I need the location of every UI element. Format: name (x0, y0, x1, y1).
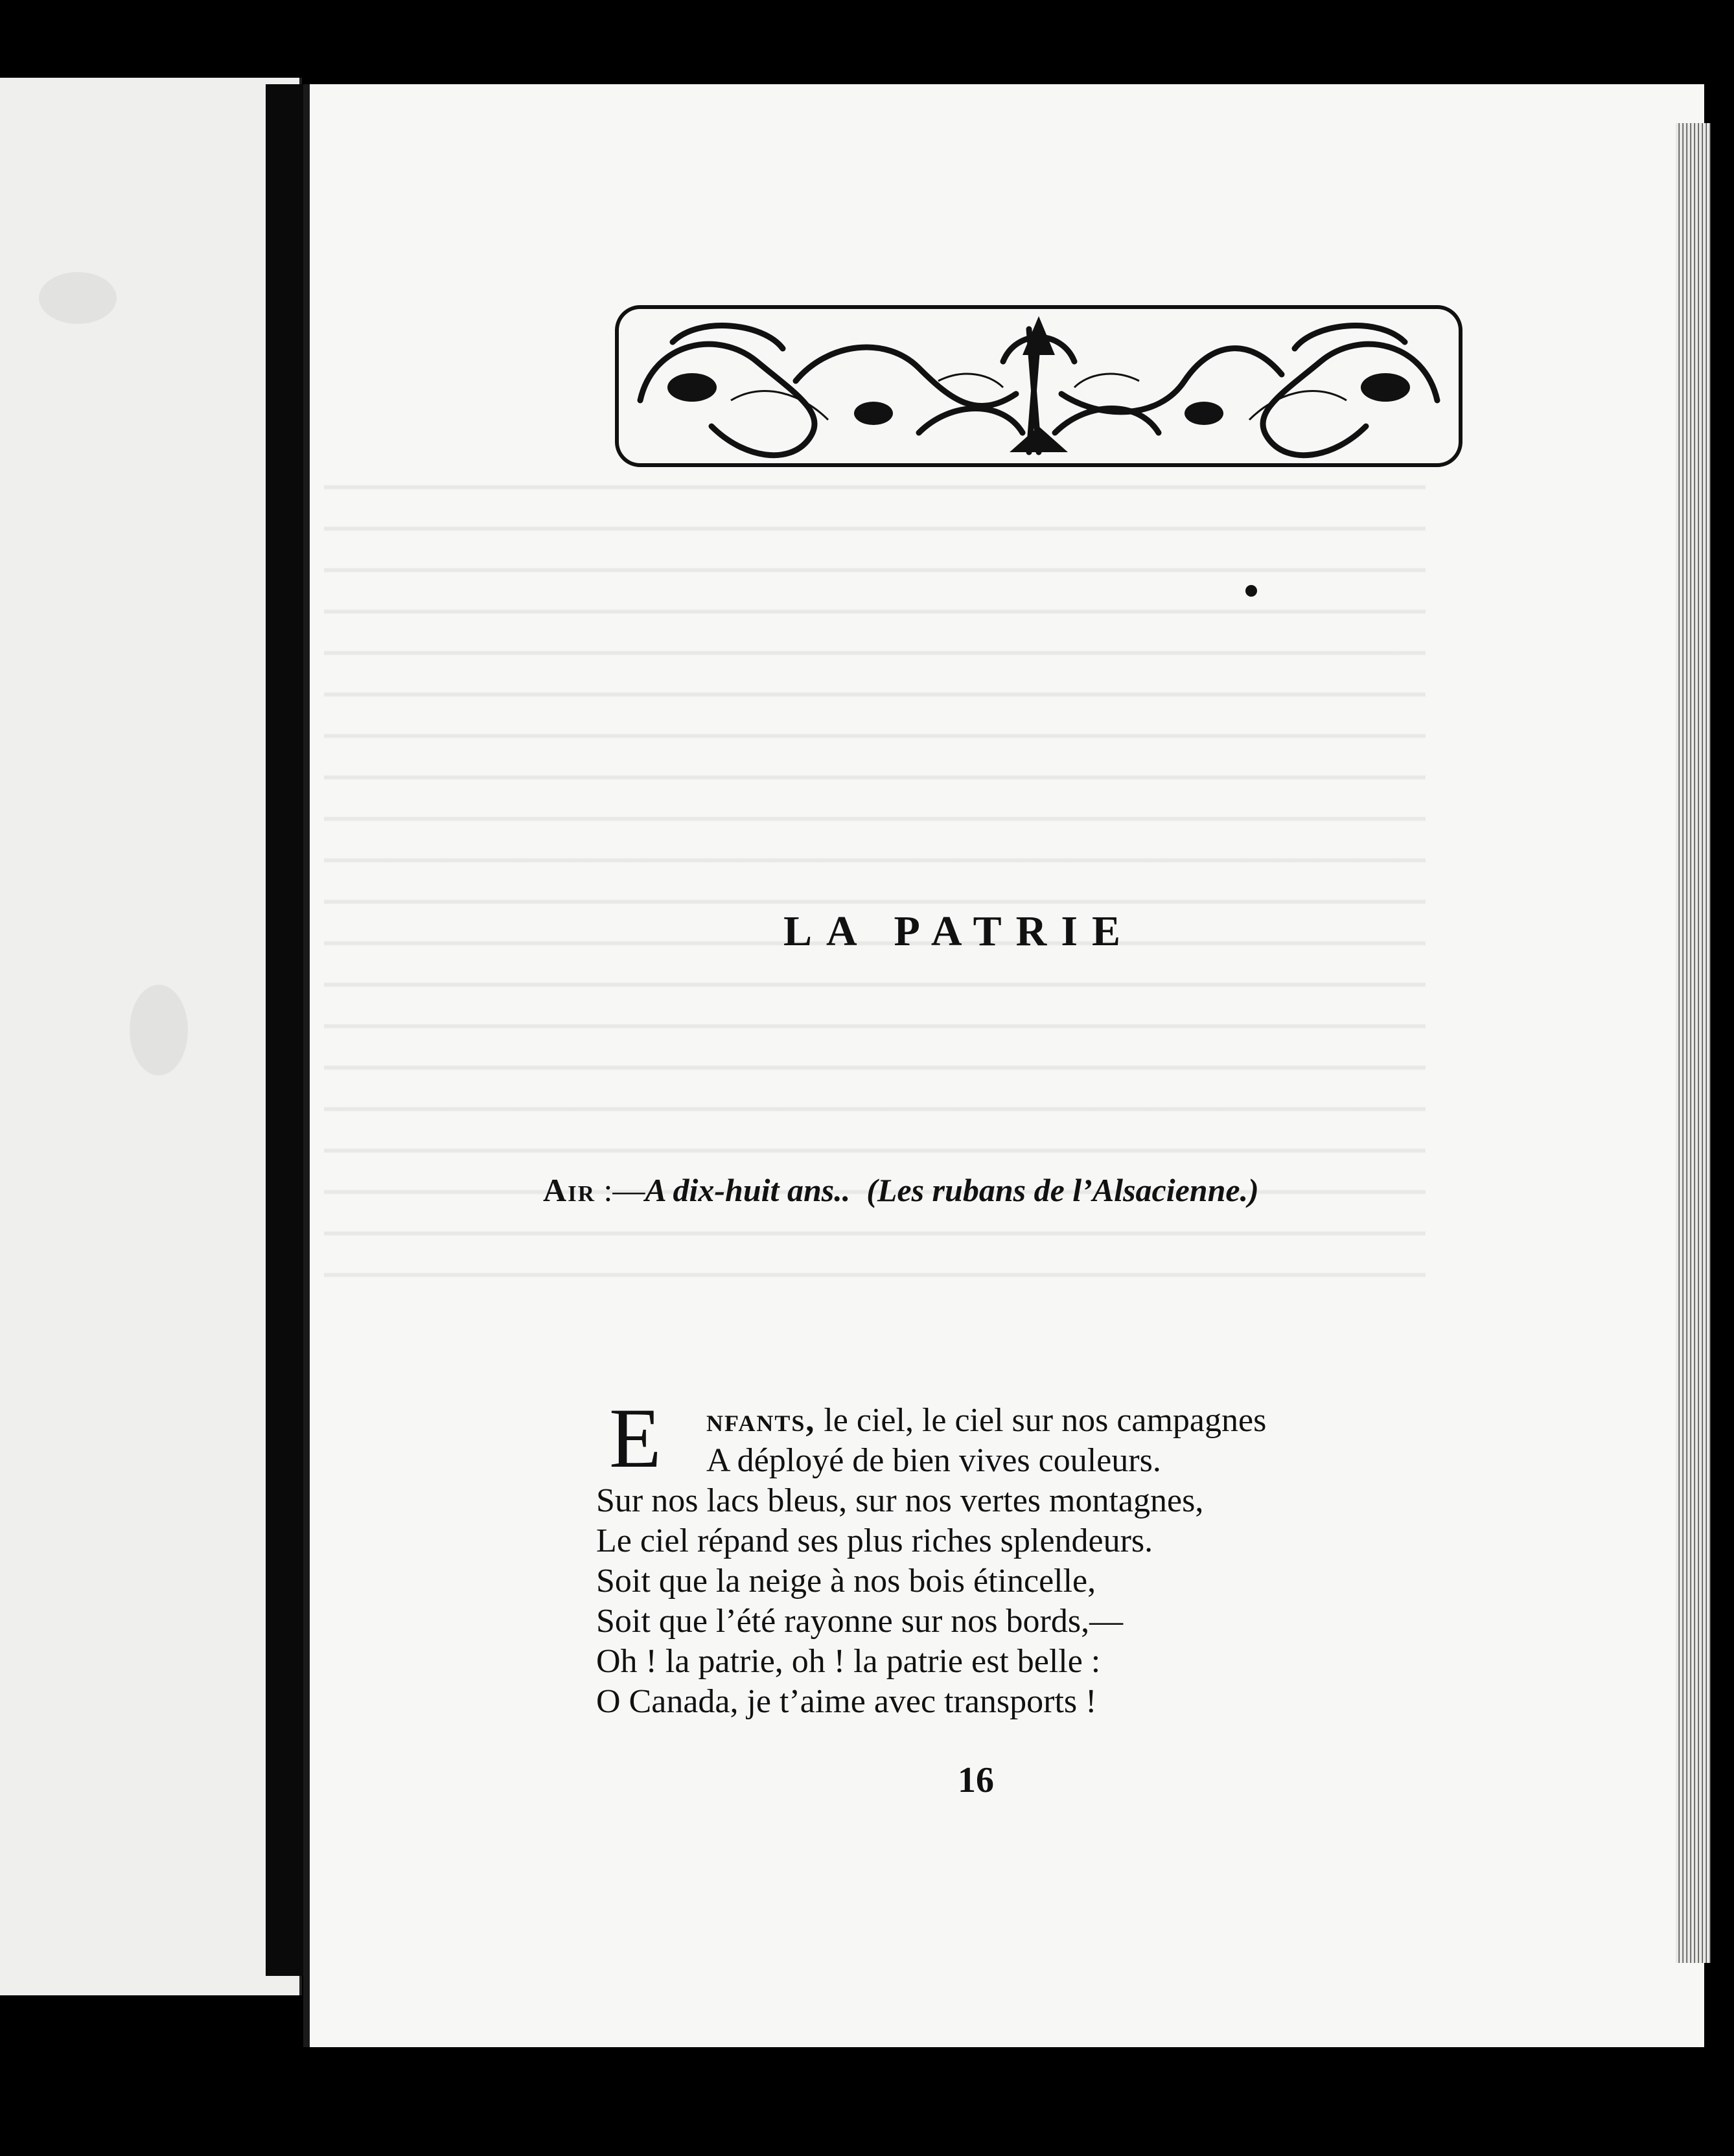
verse-line: Le ciel répand ses plus riches splendeurs. (596, 1522, 1153, 1559)
poem-stanza (596, 1390, 1439, 1722)
stray-ink-dot (1245, 585, 1257, 597)
verse-line: Soit que la neige à nos bois étincelle, (596, 1563, 1096, 1600)
left-page (0, 78, 302, 1995)
verse-line: Sur nos lacs bleus, sur nos vertes montagnes, (596, 1482, 1204, 1519)
verse-line: A déployé de bien vives couleurs. (706, 1442, 1161, 1479)
book-spine (266, 84, 303, 1976)
page-number: 16 (958, 1760, 994, 1800)
verse-line: Oh ! la patrie, oh ! la patrie est belle : (596, 1643, 1101, 1680)
tune-indication (543, 1171, 1463, 1209)
air-source: (Les rubans de l’Alsacienne.) (866, 1172, 1259, 1208)
poem-title: LA PATRIE (783, 908, 1135, 955)
show-through-text (324, 453, 1426, 1296)
first-word: nfants, (706, 1402, 816, 1439)
first-line-rest: le ciel, le ciel sur nos campagnes (815, 1402, 1267, 1439)
air-separator: :— (595, 1172, 645, 1208)
page-edges (1676, 123, 1711, 1963)
verse-line: O Canada, je t’aime avec transports ! (596, 1683, 1097, 1720)
drop-cap: E (609, 1390, 662, 1485)
verse-line (596, 1401, 1439, 1441)
floral-ornament-headpiece (614, 303, 1463, 469)
air-label: Air (543, 1172, 596, 1208)
verse-line: Soit que l’été rayonne sur nos bords,— (596, 1603, 1124, 1640)
air-tune: A dix-huit ans.. (645, 1172, 851, 1208)
